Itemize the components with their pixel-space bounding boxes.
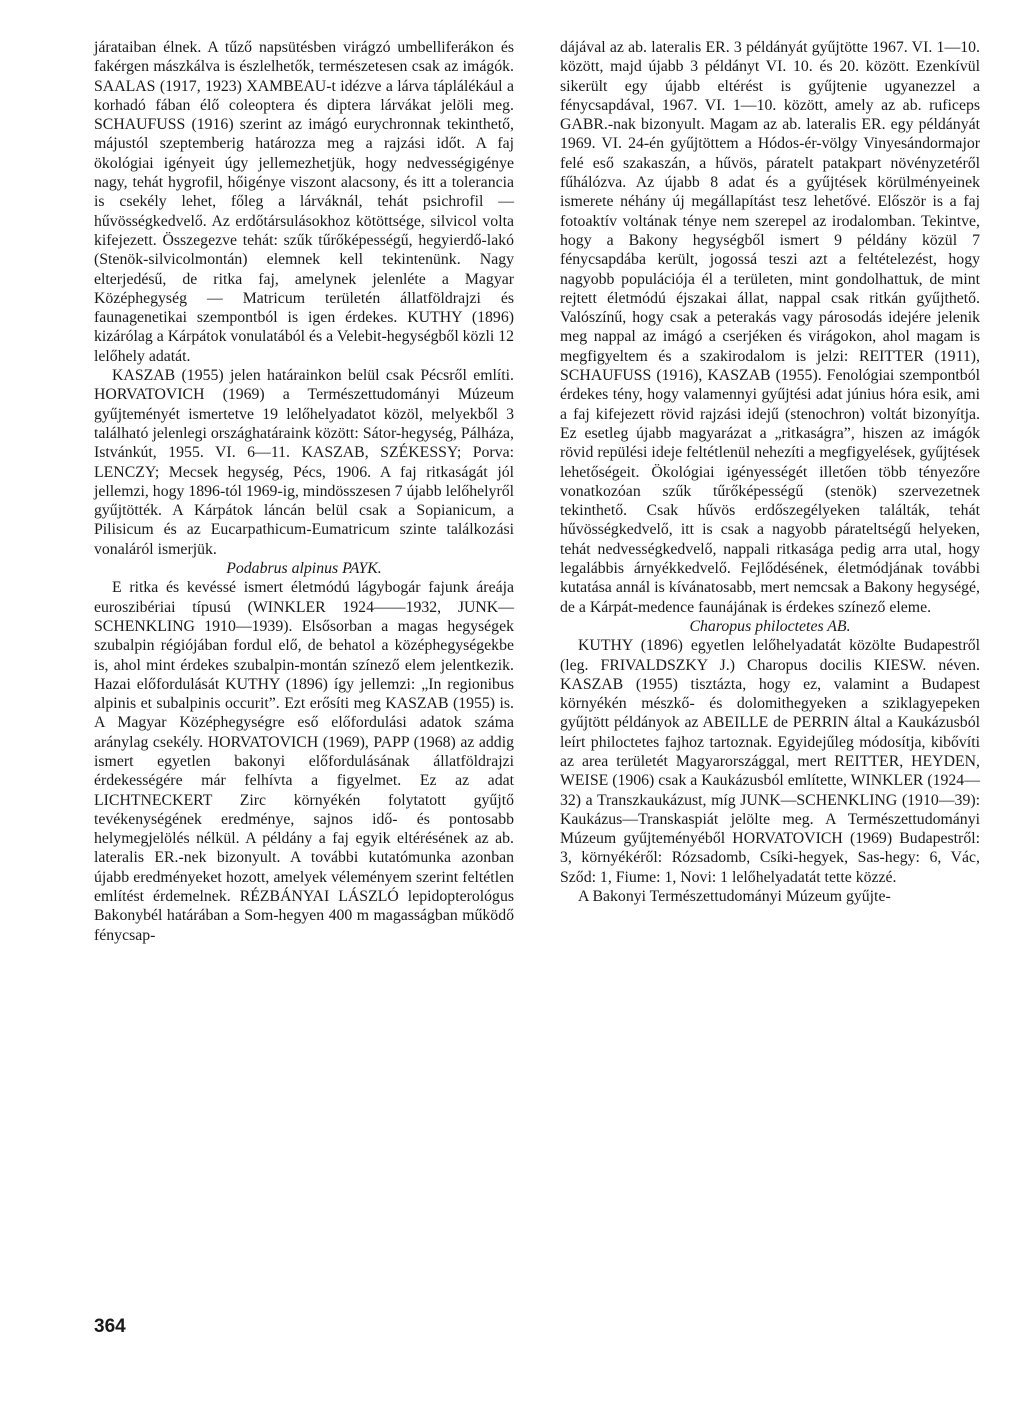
paragraph: járataiban élnek. A tűző napsütésben virágzó umbelliferákon és fakérgen mászkálva is észlelhetők, természetesen csak az imágók. SAALAS (1917, 1923) XAMBEAU-t idézve a lárva táplálékául a korhadó fában élő coleoptera és diptera lárvákat jelöli meg. SCHAUFUSS (1916) szerint az imágó eurychronnak tekinthető, májustól szeptemberig határozza meg a rajzási időt. A faj ökológiai igényeit úgy jellemezhetjük, hogy nedvességigénye nagy, tehát hygrofil, hőigénye viszont alacsony, és itt a tolerancia is csekély lehet, főleg a lárváknál, tehát psichrofil — hűvösségkedvelő. Az erdőtársulásokhoz kötöttsége, silvicol volta kifejezett. Összegezve tehát: szűk tűrőképességű, hegyierdő-lakó (Stenök-silvicolmontán) elemnek kell tekintenünk. Nagy elterjedésű, de ritka faj, amelynek jelenléte a Magyar Középhegység — Matricum területén állatföldrajzi és faunagenetikai szempontból is igen érdekes. KUTHY (1896) kizárólag a Kárpátok vonulatából és a Velebit-hegységből közli 12 lelőhely adatát. — [94, 39, 514, 365]
paragraph: E ritka és kevéssé ismert életmódú lágybogár fajunk áreája euroszibériai típusú (WINKLER 1924——1932, JUNK—SCHENKLING 1910—1939). Elsősorban a magas hegységek szubalpin régiójában fordul elő, de behatol a középhegységekbe is, ahol mint érdekes szubalpin-montán színező elem jelentkezik. Hazai előfordulását KUTHY (1896) így jellemzi: „In regionibus alpinis et subalpinis occurit”. Ezt erősíti meg KASZAB (1955) is. A Magyar Középhegységre eső előfordulási adatok száma aránylag csekély. HORVATOVICH (1969), PAPP (1968) az addig ismert egyetlen bakonyi előfordulásának állatföldrajzi érdekességére már felhívta a figyelmet. Ez az adat LICHTNECKERT Zirc környékén folytatott gyűjtő tevékenységének eredménye, sajnos idő- és pontosabb helymegjelölés nélkül. A példány a faj egyik eltérésének az ab. lateralis ER.-nek bizonyult. A további kutatómunka azonban újabb eredményeket hozott, amelyek véleményem szerint feltétlen említést érdemelnek. RÉZBÁNYAI LÁSZLÓ lepidopterológus Bakonybél határában a Som-hegyen 400 m magasságban működő fénycsap- — [94, 579, 514, 944]
right-column — [560, 38, 980, 906]
paragraph: KASZAB (1955) jelen határainkon belül csak Pécsről említi. HORVATOVICH (1969) a Természettudományi Múzeum gyűjteményét ismertetve 19 lelőhelyadatot közöl, melyekből 3 található jelenlegi országhatáraink között: Sátor-hegység, Pálháza, Istvánkút, 1955. VI. 6—11. KASZAB, SZÉKESSY; Porva: LENCZY; Mecsek hegység, Pécs, 1906. A faj ritkaságát jól jellemzi, hogy 1896-tól 1969-ig, mindösszesen 7 újabb lelőhelyről gyűjtötték. A Kárpátok láncán belül csak a Sopianicum, a Pilisicum és az Eucarpathicum-Eumatricum szinte találkozási vonaláról ismerjük. — [94, 367, 514, 558]
paragraph: A Bakonyi Természettudományi Múzeum gyűjte- — [578, 888, 891, 906]
left-column — [94, 38, 514, 945]
section-heading: Podabrus alpinus PAYK. — [226, 560, 382, 578]
page-number: 364 — [94, 1316, 126, 1337]
section-heading: Charopus philoctetes AB. — [689, 617, 851, 635]
paragraph: dájával az ab. lateralis ER. 3 példányát gyűjtötte 1967. VI. 1—10. között, majd újabb 3 példányt VI. 10. és 20. között. Ezenkívül sikerült egy újabb eltérést is gyűjtenie ugyanezzel a fénycsapdával, 1967. VI. 1—10. között, amely az ab. ruficeps GABR.-nak bizonyult. Magam az ab. lateralis ER. egy példányát 1969. VI. 24-én gyűjtöttem a Hódos-ér-völgy Vinyesándormajor felé eső szakaszán, a hűvös, páratelt patakpart növényzetéről fűhálózva. Az újabb 8 adat és a gyűjtések körülményeinek ismerete néhány új megállapítást tesz lehetővé. Először is a faj fotoaktív voltának ténye nem szerepel az irodalomban. Tekintve, hogy a Bakony hegységből ismert 9 példány közül 7 fénycsapdába került, jogossá teszi azt a feltételezést, hogy nagyobb populációja él a területen, mint gondolhattuk, de mint rejtett életmódú éjszakai állat, nappal csak ritkán gyűjthető. Valószínű, hogy csak a peterakás vagy párosodás idejére jelenik meg nappal az imágó a cserjéken és virágokon, ahol magam is megfigyeltem és a szakirodalom is jelzi: REITTER (1911), SCHAUFUSS (1916), KASZAB (1955). Fenológiai szempontból érdekes tény, hogy valamennyi gyűjtési adat június hóra esik, ami a faj kifejezett rövid rajzási idejű (stenochron) voltát bizonyítja. Ez esetleg újabb magyarázat a „ritkaságra”, hiszen az imágók rövid repülési ideje feltétlenül nehezíti a megfigyelések, gyűjtések lehetőségeit. Ökológiai igényességét illetően több tényezőre vonatkozóan szűk tűrőképességű (stenök) szervezetnek tekinthető. Csak hűvös erdőszegélyeken találták, tehát hűvösségkedvelő, itt is csak a nagyobb párateltségű helyeken, tehát nedvességkedvelő, nappali ritkasága pedig arra utal, hogy legalábbis árnyékkedvelő. Fejlődésének, életmódjának további kutatása annál is kívánatosabb, mert nemcsak a Bakony hegységé, de a Kárpát-medence faunájának is érdekes színező eleme. — [560, 39, 980, 616]
paragraph: KUTHY (1896) egyetlen lelőhelyadatát közölte Budapestről (leg. FRIVALDSZKY J.) Charopus docilis KIESW. néven. KASZAB (1955) tisztázta, hogy ez, valamint a Budapest környékén mészkő- és dolomithegyeken a sziklagyepeken gyűjtött példányok az ABEILLE de PERRIN által a Kaukázusból leírt philoctetes fajhoz tartoznak. Egyidejűleg módosítja, kibővíti az area területét Magyarországgal, mert REITTER, HEYDEN, WEISE (1906) csak a Kaukázusból említette, WINKLER (1924—32) a Transzkaukázust, míg JUNK—SCHENKLING (1910—39): Kaukázus—Transkaspiát jelölte meg. A Természettudományi Múzeum gyűjteményéből HORVATOVICH (1969) Budapestről: 3, környékéről: Rózsadomb, Csíki-hegyek, Sas-hegy: 6, Vác, Sződ: 1, Fiume: 1, Novi: 1 lelőhelyadatát tette közzé. — [560, 637, 980, 886]
